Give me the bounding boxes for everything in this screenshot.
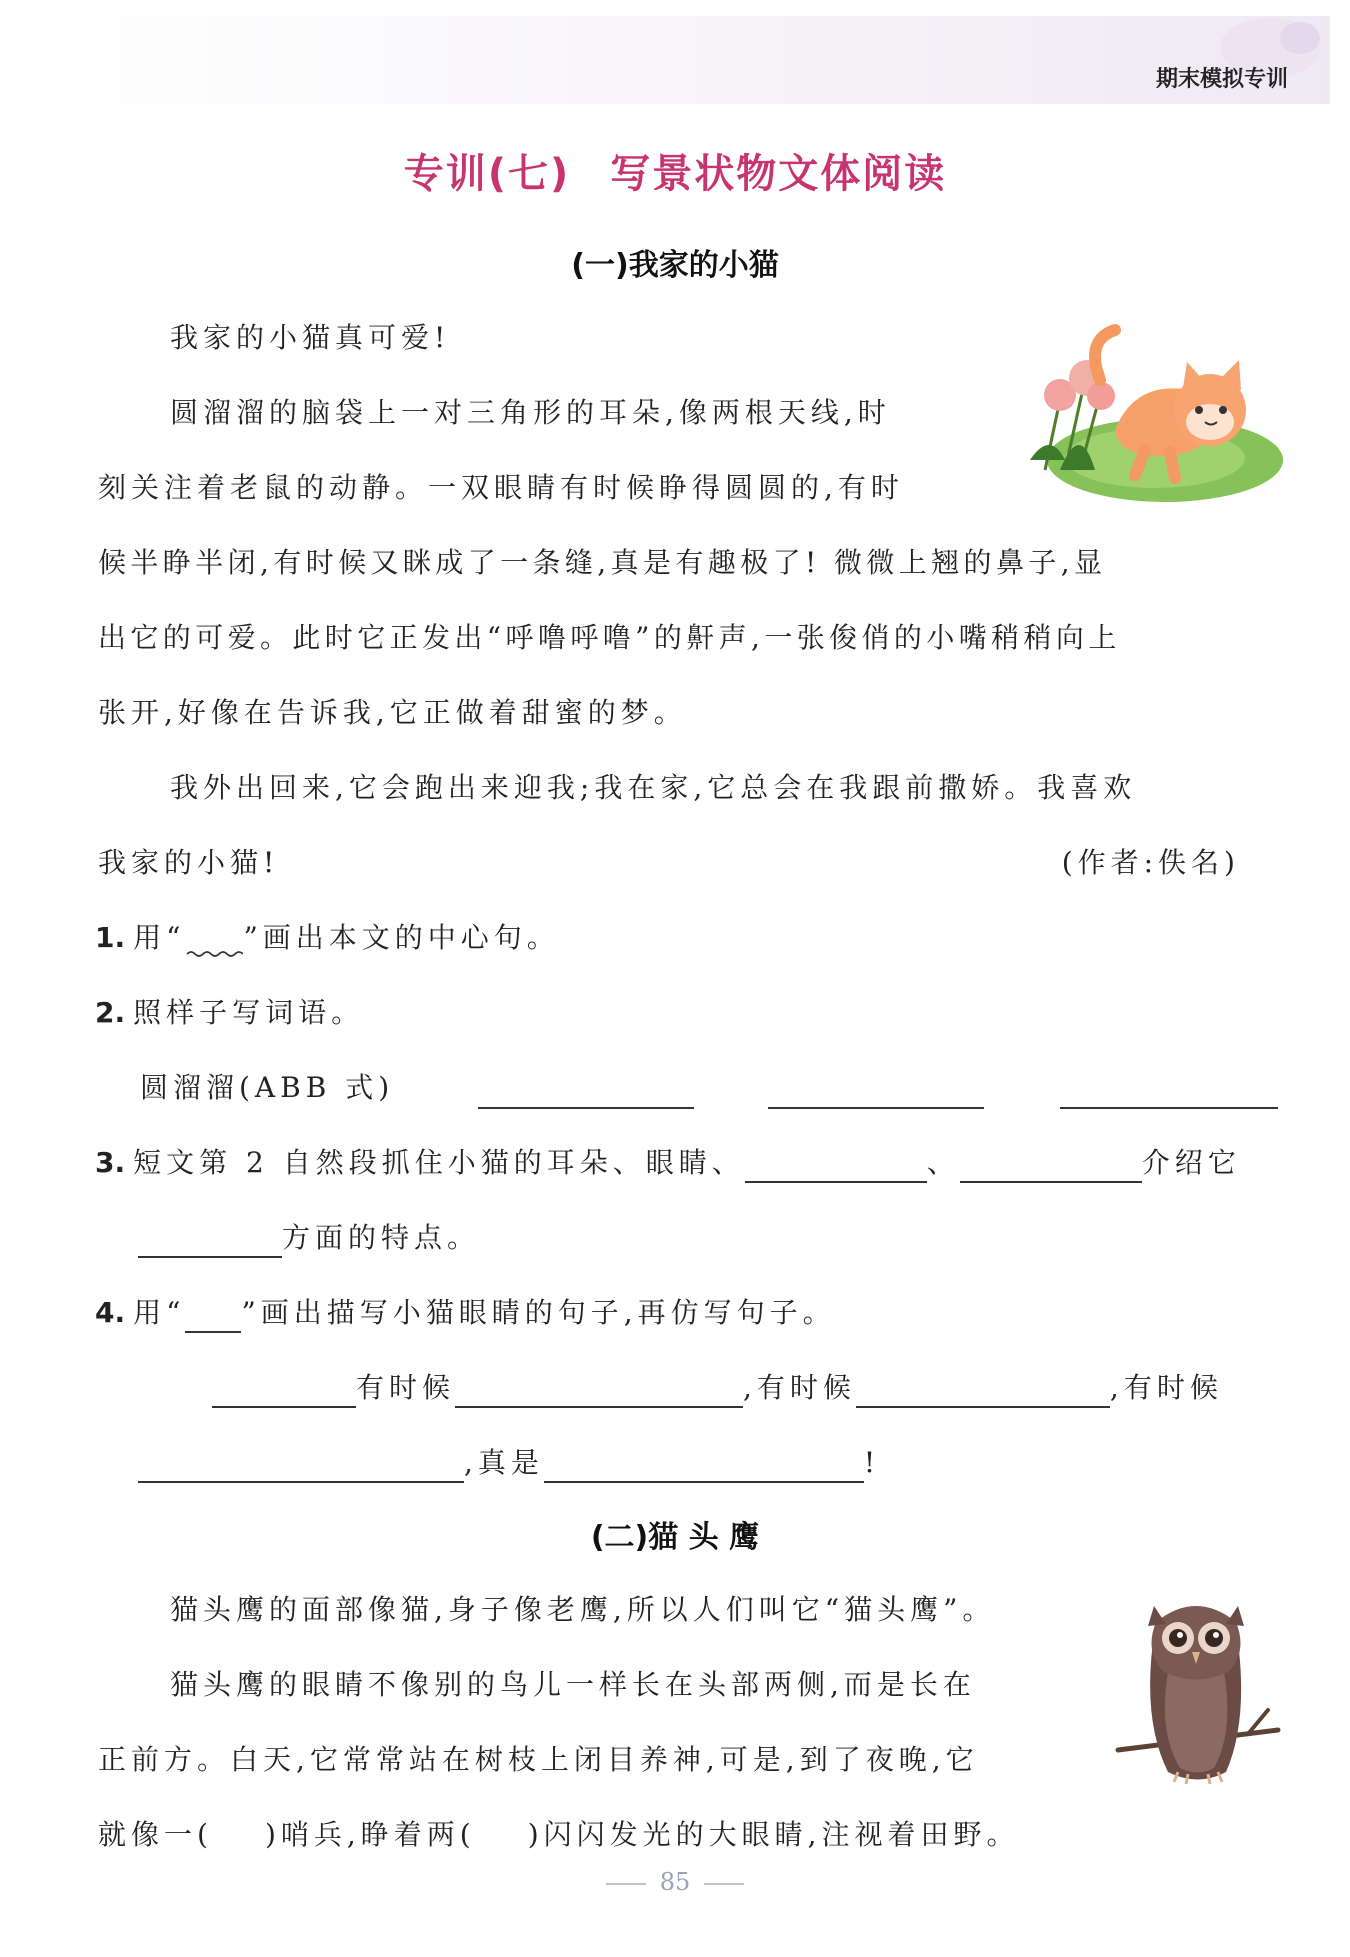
question-text: 短文第 2 自然段抓住小猫的耳朵、眼睛、 xyxy=(133,1146,745,1179)
answer-blank[interactable] xyxy=(768,1077,984,1109)
question-number: 4. xyxy=(95,1296,126,1329)
question-2-example: 圆溜溜(ABB 式) xyxy=(140,1071,395,1104)
header-band xyxy=(20,16,1330,104)
question-text: 用“ xyxy=(133,1296,186,1329)
passage2-line: 猫头鹰的面部像猫,身子像老鹰,所以人们叫它“猫头鹰”。 xyxy=(170,1593,996,1626)
wavy-underline-icon xyxy=(185,928,243,958)
page-number-dash xyxy=(606,1883,646,1885)
title-name: 写景状物文体阅读 xyxy=(610,151,947,197)
question-text: ,有时候 xyxy=(743,1371,856,1404)
passage1-line: 圆溜溜的脑袋上一对三角形的耳朵,像两根天线,时 xyxy=(170,396,891,429)
author-credit: (作者:佚名) xyxy=(1061,846,1240,879)
question-text: 用“ xyxy=(133,921,186,954)
cat-illustration-icon xyxy=(1005,310,1285,510)
question-number: 2. xyxy=(95,996,126,1029)
question-text: ,有时候 xyxy=(1109,1371,1223,1404)
passage1-line: 张开,好像在告诉我,它正做着甜蜜的梦。 xyxy=(98,696,687,729)
page-title xyxy=(0,142,1350,199)
answer-blank[interactable] xyxy=(960,1151,1142,1183)
answer-blank[interactable] xyxy=(1060,1077,1278,1109)
question-text: 方面的特点。 xyxy=(282,1221,481,1254)
question-4 xyxy=(95,1293,836,1333)
answer-blank[interactable] xyxy=(544,1451,864,1483)
passage1-line: 出它的可爱。此时它正发出“呼噜呼噜”的鼾声,一张俊俏的小嘴稍稍向上 xyxy=(98,621,1121,654)
passage1-last-line xyxy=(98,843,1270,883)
passage2-last-line xyxy=(98,1815,1020,1855)
header-tag: 期末模拟专训 xyxy=(1155,67,1288,92)
answer-blank[interactable] xyxy=(212,1376,356,1408)
question-4-imitation-line xyxy=(212,1368,1223,1408)
answer-blank[interactable] xyxy=(478,1077,694,1109)
question-text: ”画出本文的中心句。 xyxy=(243,921,560,954)
question-text: ”画出描写小猫眼睛的句子,再仿写句子。 xyxy=(241,1296,836,1329)
straight-underline-icon xyxy=(185,1301,241,1333)
passage2-text: )哨兵,睁着两( xyxy=(264,1818,476,1851)
question-4-imitation-line xyxy=(138,1443,880,1483)
passage1-line: 我家的小猫真可爱! xyxy=(170,321,451,354)
passage1-line: 候半睁半闭,有时候又眯成了一条缝,真是有趣极了! 微微上翘的鼻子,显 xyxy=(98,546,1107,579)
owl-illustration-icon xyxy=(1108,1582,1288,1792)
passage2-line: 猫头鹰的眼睛不像别的鸟儿一样长在头部两侧,而是长在 xyxy=(170,1668,976,1701)
passage1-line: 我家的小猫! xyxy=(98,846,280,879)
question-text: ,真是 xyxy=(464,1446,544,1479)
question-text: ! xyxy=(863,1446,881,1479)
passage1-line: 刻关注着老鼠的动静。一双眼睛有时候睁得圆圆的,有时 xyxy=(98,471,904,504)
title-prefix: 专训(七) xyxy=(403,151,571,197)
passage1-heading: (一)我家的小猫 xyxy=(571,248,779,283)
page-number-value: 85 xyxy=(659,1868,691,1896)
question-3 xyxy=(95,1143,1241,1183)
passage1-line: 我外出回来,它会跑出来迎我;我在家,它总会在我跟前撒娇。我喜欢 xyxy=(170,771,1137,804)
answer-blank[interactable] xyxy=(138,1226,282,1258)
question-text: 介绍它 xyxy=(1141,1146,1241,1179)
question-text: 、 xyxy=(926,1146,960,1179)
page-number-dash xyxy=(704,1883,744,1885)
passage2-heading: (二)猫 头 鹰 xyxy=(590,1520,760,1555)
question-number: 3. xyxy=(95,1146,126,1179)
answer-blank[interactable] xyxy=(745,1151,927,1183)
answer-blank[interactable] xyxy=(138,1451,464,1483)
passage2-line: 正前方。白天,它常常站在树枝上闭目养神,可是,到了夜晚,它 xyxy=(98,1743,979,1776)
question-text: 照样子写词语。 xyxy=(133,996,365,1029)
page-number xyxy=(0,1868,1350,1896)
question-text: 有时候 xyxy=(356,1371,456,1404)
passage2-text: 就像一( xyxy=(98,1818,213,1851)
answer-blank[interactable] xyxy=(455,1376,743,1408)
question-3-continued xyxy=(138,1218,480,1258)
passage2-text: )闪闪发光的大眼睛,注视着田野。 xyxy=(527,1818,1020,1851)
question-1 xyxy=(95,918,560,958)
answer-blank[interactable] xyxy=(856,1376,1110,1408)
question-2 xyxy=(95,993,364,1033)
question-number: 1. xyxy=(95,921,126,954)
